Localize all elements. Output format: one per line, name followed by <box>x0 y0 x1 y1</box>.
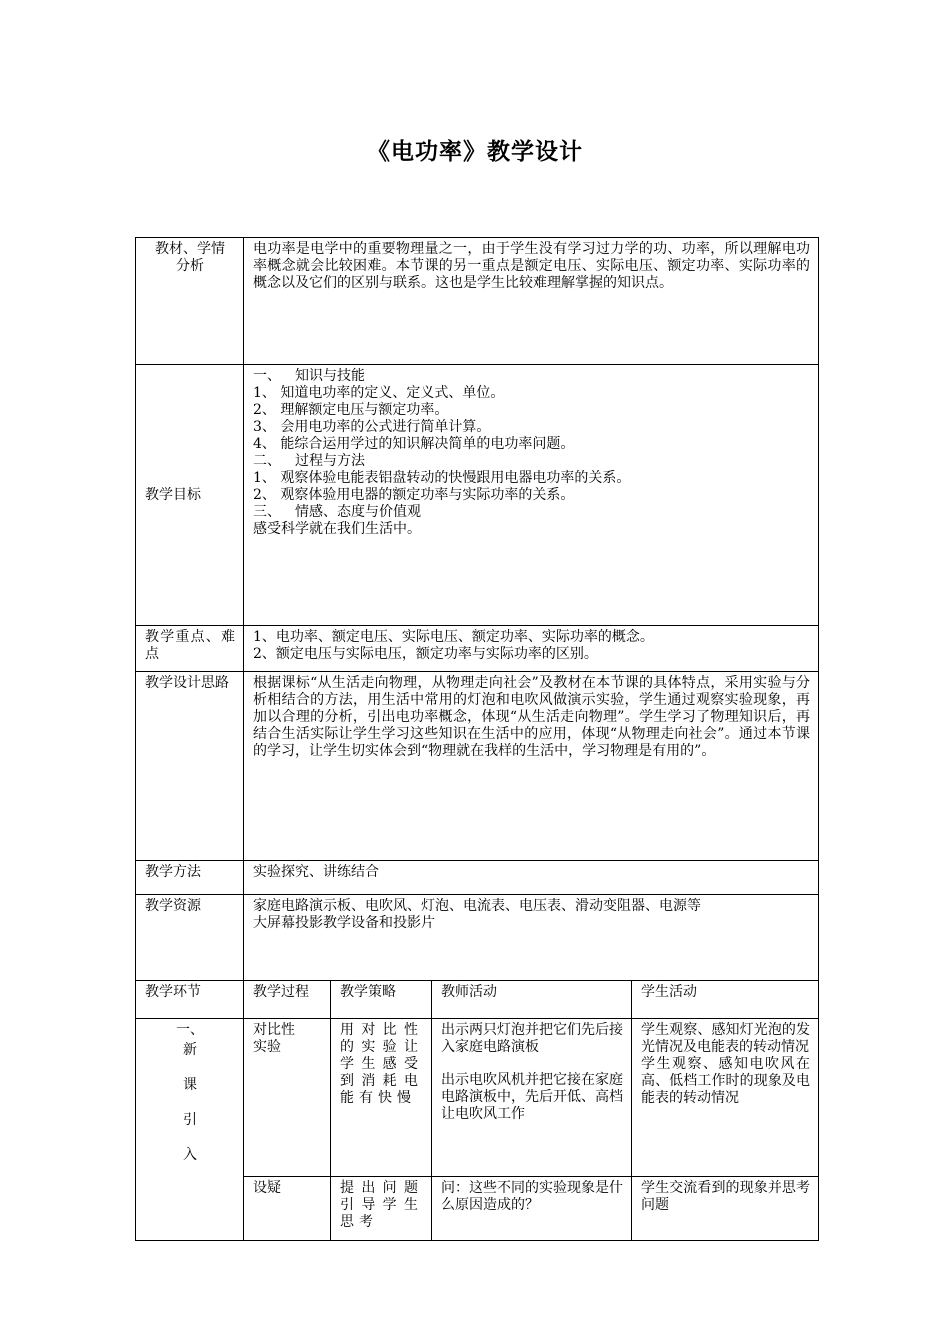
step1-process: 对比性 实验 <box>244 1019 331 1177</box>
step2-student: 学生交流看到的现象并思考问题 <box>632 1177 819 1241</box>
step1-strategy: 用对比性的实验让学生感受到消耗电能有快慢 <box>331 1019 432 1177</box>
method-text: 实验探究、讲练结合 <box>244 861 819 895</box>
header-strategy: 教学策略 <box>331 981 432 1019</box>
keypoints-content: 1、电功率、额定电压、实际电压、额定功率、实际功率的概念。 2、额定电压与实际电压，额定功率与实际功率的区别。 <box>244 626 819 672</box>
goal-item: 2、 观察体验用电器的额定功率与实际功率的关系。 <box>253 487 575 503</box>
header-student: 学生活动 <box>632 981 819 1019</box>
row-method <box>136 861 819 895</box>
row-resources <box>136 895 819 981</box>
stage1-name: 一、 新 课 引 入 <box>136 1019 244 1241</box>
goal-item: 3、 会用电功率的公式进行简单计算。 <box>253 419 491 435</box>
header-teacher: 教师活动 <box>432 981 632 1019</box>
label-method: 教学方法 <box>136 861 244 895</box>
goals-heading-3: 三、 情感、态度与价值观 <box>253 504 421 520</box>
step2-process: 设疑 <box>244 1177 331 1241</box>
row-stage1-step1 <box>136 1019 819 1177</box>
document-title: 《电功率》教学设计 <box>367 138 583 165</box>
label-resources: 教学资源 <box>136 895 244 981</box>
label-keypoints: 教学重点、难点 <box>136 626 244 672</box>
resources-content: 家庭电路演示板、电吹风、灯泡、电流表、电压表、滑动变阻器、电源等 大屏幕投影教学设备和投影片 <box>244 895 819 981</box>
goal-item: 1、 观察体验电能表铝盘转动的快慢跟用电器电功率的关系。 <box>253 470 631 486</box>
step1-teacher: 出示两只灯泡并把它们先后接入家庭电路演板 出示电吹风机并把它接在家庭电路演板中，先后开低、高档让电吹风工作 <box>432 1019 632 1177</box>
row-keypoints <box>136 626 819 672</box>
analysis-text: 电功率是电学中的重要物理量之一，由于学生没有学习过力学的功、功率，所以理解电功率概念就会比较困难。本节课的另一重点是额定电压、实际电压、额定功率、实际功率的概念以及它们的区别与联系。这也是学生比较难理解掌握的知识点。 <box>244 238 819 365</box>
step1-student: 学生观察、感知灯光泡的发光情况及电能表的转动情况 学生观察、感知电吹风在高、低档工作时的现象及电能表的转动情况 <box>632 1019 819 1177</box>
design-text: 根据课标“从生活走向物理，从物理走向社会”及教材在本节课的具体特点，采用实验与分析相结合的方法，用生活中常用的灯泡和电吹风做演示实验，学生通过观察实验现象，再加以合理的分析，引出电功率概念，体现“从生活走向物理”。学生学习了物理知识后，再结合生活实际让学生学习这些知识在生活中的应用，体现“从物理走向社会”。通过本节课的学习，让学生切实体会到“物理就在我样的生活中，学习物理是有用的”。 <box>244 672 819 861</box>
goal-item: 感受科学就在我们生活中。 <box>253 521 421 537</box>
goals-heading-2: 二、 过程与方法 <box>253 453 365 469</box>
goals-content <box>244 365 819 626</box>
row-analysis <box>136 238 819 365</box>
label-analysis: 教材、学情 分析 <box>136 238 244 365</box>
step2-strategy: 提出问题引导学生思考 <box>331 1177 432 1241</box>
goals-heading-1: 一、 知识与技能 <box>253 368 365 384</box>
header-process: 教学过程 <box>244 981 331 1019</box>
step2-teacher: 问：这些不同的实验现象是什么原因造成的？ <box>432 1177 632 1241</box>
goal-item: 1、 知道电功率的定义、定义式、单位。 <box>253 385 505 401</box>
row-goals <box>136 365 819 626</box>
header-stage: 教学环节 <box>136 981 244 1019</box>
goal-item: 2、 理解额定电压与额定功率。 <box>253 402 449 418</box>
goal-item: 4、 能综合运用学过的知识解决简单的电功率问题。 <box>253 436 575 452</box>
row-process-header <box>136 981 819 1019</box>
label-goals: 教学目标 <box>136 365 244 626</box>
lesson-design-table <box>135 237 819 1241</box>
label-design: 教学设计思路 <box>136 672 244 861</box>
row-design <box>136 672 819 861</box>
